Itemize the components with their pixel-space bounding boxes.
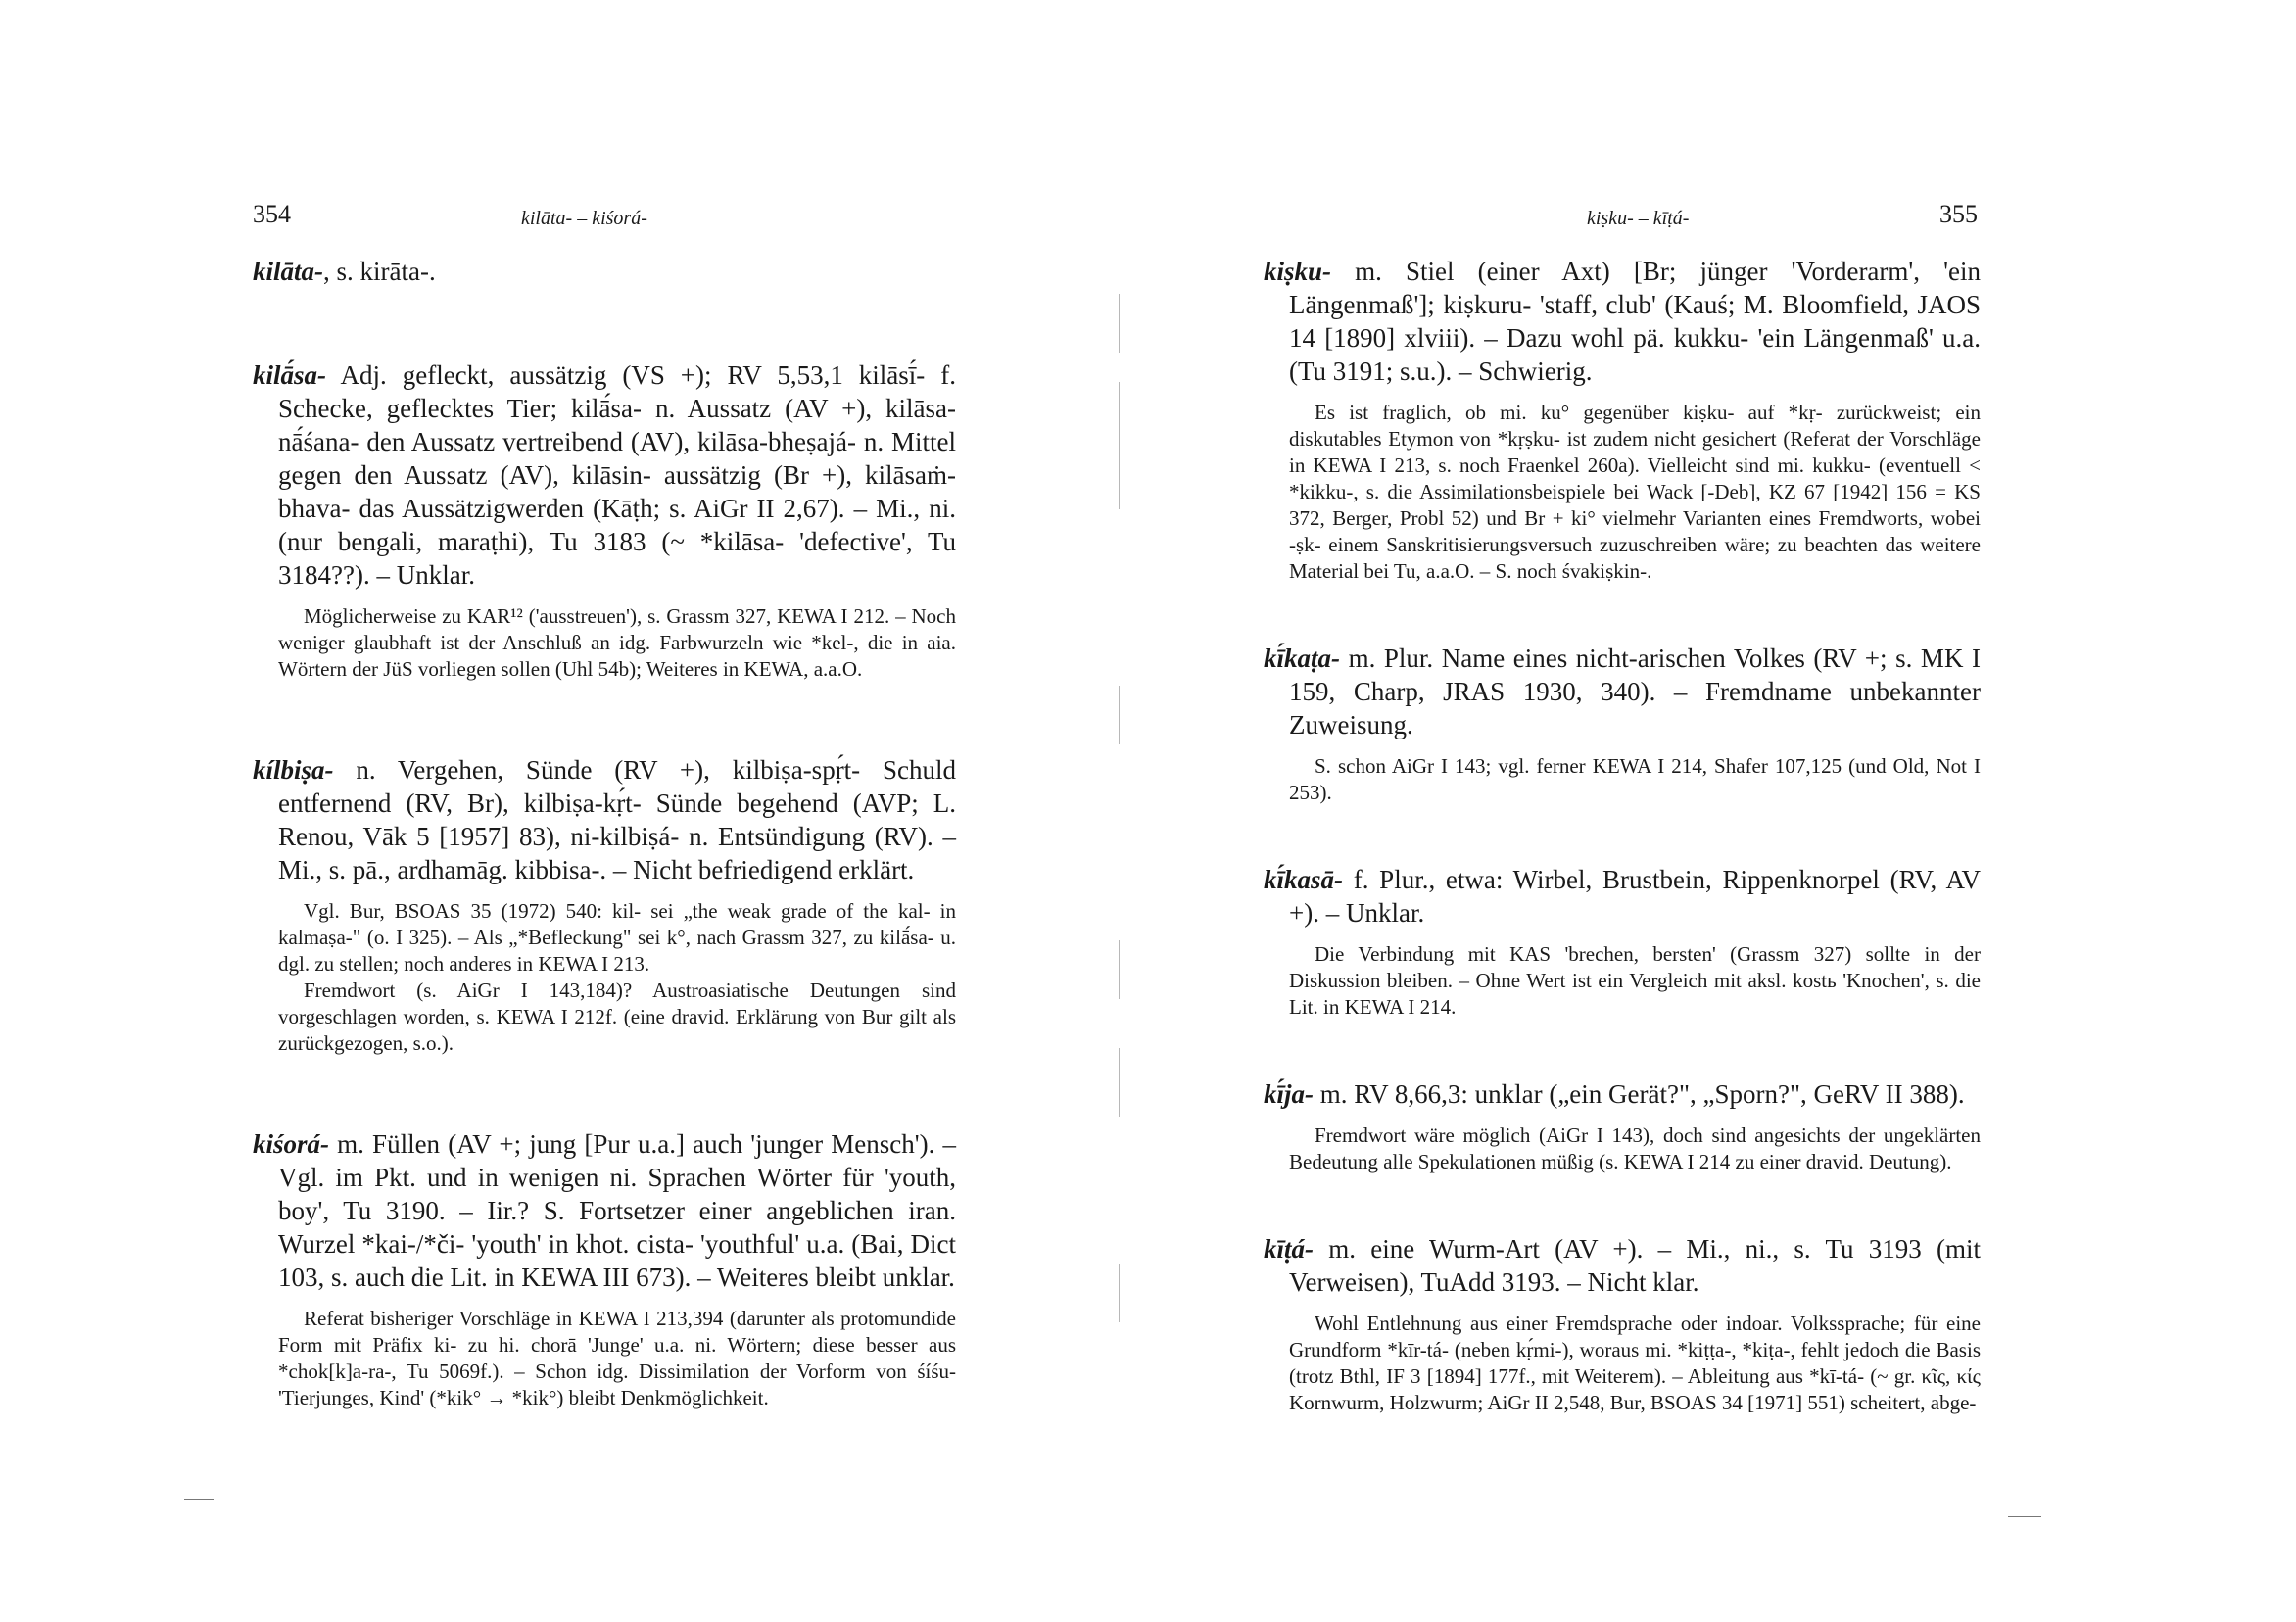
gutter-line bbox=[1119, 1048, 1120, 1117]
entry-text: m. Plur. Name eines nicht-arischen Volkes (RV +; s. MK I 159, Charp, JRAS 1930, 340). – Fremdname unbekannter Zuweisung. bbox=[1289, 644, 1981, 739]
corner-mark bbox=[184, 1499, 214, 1500]
entry-note: Wohl Entlehnung aus einer Fremdsprache oder indoar. Volkssprache; für eine Grundform *kīr-tá- (neben kṛ́mi-), woraus mi. *kiṭṭa-, *kiṭa-, fehlt jedoch die Basis (trotz Bthl, IF 3 [1894] 177f., mit Weiterem). – Ableitung aus *kī-tá- (~ gr. κῖς, κίς Kornwurm, Holzwurm; AiGr II 2,548, Bur, BSOAS 34 [1971] 551) scheitert, abge- bbox=[1289, 1312, 1981, 1414]
entry-headword: kiṣku- bbox=[1264, 257, 1332, 286]
page-number: 354 bbox=[253, 200, 291, 228]
dictionary-entry bbox=[1264, 1077, 1981, 1175]
entry-text: m. Füllen (AV +; jung [Pur u.a.] auch 'junger Mensch'). – Vgl. im Pkt. und in wenigen ni. Sprachen Wörter für 'youth, boy', Tu 3190. – Iir.? S. Fortsetzer einer angeblichen iran. Wurzel *kai-/*či- 'youth' in khot. cista- 'youthful' u.a. (Bai, Dict 103, s. auch die Lit. in KEWA III 673). – Weiteres bleibt unklar. bbox=[278, 1129, 956, 1292]
entry-headword: kī́kaṭa- bbox=[1264, 644, 1340, 673]
running-head: kiṣku- – kīṭá- bbox=[1587, 208, 1690, 229]
gutter-line bbox=[1119, 686, 1120, 744]
entry-headword: kīṭá- bbox=[1264, 1234, 1314, 1264]
left-page bbox=[0, 0, 1126, 1622]
entry-text: f. Plur., etwa: Wirbel, Brustbein, Rippenknorpel (RV, AV +). – Unklar. bbox=[1289, 865, 1981, 928]
entry-note: Möglicherweise zu KAR¹² ('ausstreuen'), s. Grassm 327, KEWA I 212. – Noch weniger glaubhaft ist der Anschluß an idg. Farbwurzeln wie *kel-, die in aia. Wörtern der JüS vorliegen sollen (Uhl 54b); Weiteres in KEWA, a.a.O. bbox=[278, 604, 956, 681]
dictionary-entry bbox=[253, 753, 956, 1057]
page-number: 355 bbox=[1939, 200, 1978, 228]
gutter-line bbox=[1119, 294, 1120, 353]
dictionary-entry bbox=[1264, 1232, 1981, 1416]
entry-headword: kílbiṣa- bbox=[253, 755, 334, 785]
dictionary-entry bbox=[1264, 863, 1981, 1021]
entry-text: m. Stiel (einer Axt) [Br; jünger 'Vorderarm', 'ein Längenmaß']; kiṣkuru- 'staff, club' (Kauś; M. Bloomfield, JAOS 14 [1890] xlviii). – Dazu wohl pä. kukku- 'ein Längenmaß' u.a. (Tu 3191; s.u.). – Schwierig. bbox=[1289, 257, 1981, 386]
right-page bbox=[1126, 0, 2296, 1622]
entry-headword: kī́kasā- bbox=[1264, 865, 1343, 894]
entry-text: , s. kirāta-. bbox=[323, 257, 436, 286]
entry-text: Adj. gefleckt, aussätzig (VS +); RV 5,53,1 kilāsī́- f. Schecke, geflecktes Tier; kilā́sa- n. Aussatz (AV +), kilāsa-nā́śana- den Aussatz vertreibend (AV), kilāsa-bheṣajá- n. Mittel gegen den Aussatz (AV), kilāsin- aussätzig (Br +), kilāsaṁ-bhava- das Aussätzigwerden (Kāṭh; s. AiGr II 2,67). – Mi., ni. (nur bengali, maraṭhi), Tu 3183 (~ *kilāsa- 'defective', Tu 3184??). – Unklar. bbox=[278, 360, 956, 590]
entry-note: Fremdwort wäre möglich (AiGr I 143), doch sind angesichts der ungeklärten Bedeutung alle Spekulationen müßig (s. KEWA I 214 zu einer dravid. Deutung). bbox=[1289, 1123, 1981, 1173]
entry-note: Vgl. Bur, BSOAS 35 (1972) 540: kil- sei „the weak grade of the kal- in kalmaṣa-" (o. I 325). – Als „*Befleckung" sei k°, nach Grassm 327, zu kilā́sa- u. dgl. zu stellen; noch anderes in KEWA I 213. Fremdwort (s. AiGr I 143,184)? Austroasiatische Deutungen sind vorgeschlagen worden, s. KEWA I 212f. (eine dravid. Erklärung von Bur gilt als zurückgezogen, s.o.). bbox=[278, 899, 956, 1055]
entry-note: Es ist fraglich, ob mi. ku° gegenüber kiṣku- auf *kṛ- zurückweist; ein diskutables Etymon von *kṛṣku- ist zudem nicht gesichert (Referat der Vorschläge in KEWA I 213, s. noch Fraenkel 260a). Vielleicht sind mi. kukku- (eventuell < *kikku-, s. die Assimilationsbeispiele bei Wack [-Deb], KZ 67 [1942] 156 = KS 372, Berger, Probl 52) und Br + ki° vielmehr Varianten eines Fremdworts, wobei -ṣk- einem Sanskritisierungsversuch zuzuschreiben wäre; zu beachten das weitere Material bei Tu, a.a.O. – S. noch śvakiṣkin-. bbox=[1289, 401, 1981, 583]
entry-text: n. Vergehen, Sünde (RV +), kilbiṣa-spṛ́t- Schuld entfernend (RV, Br), kilbiṣa-kṛ́t- Sünde begehend (AVP; L. Renou, Vāk 5 [1957] 83), ni-kilbiṣá- n. Entsündigung (RV). – Mi., s. pā., ardhamāg. kibbisa-. – Nicht befriedigend erklärt. bbox=[278, 755, 956, 884]
entry-headword: kilāta- bbox=[253, 257, 323, 286]
dictionary-entry bbox=[253, 255, 956, 288]
entry-headword: kī́ja- bbox=[1264, 1079, 1314, 1109]
gutter-line bbox=[1119, 1264, 1120, 1322]
left-column bbox=[253, 255, 956, 1411]
entry-note: Die Verbindung mit KAS 'brechen, bersten' (Grassm 327) sollte in der Diskussion bleiben. – Ohne Wert ist ein Vergleich mit aksl. kostь 'Knochen', s. die Lit. in KEWA I 214. bbox=[1289, 942, 1981, 1019]
entry-text: m. RV 8,66,3: unklar („ein Gerät?", „Sporn?", GeRV II 388). bbox=[1314, 1079, 1965, 1109]
entry-text: m. eine Wurm-Art (AV +). – Mi., ni., s. Tu 3193 (mit Verweisen), TuAdd 3193. – Nicht klar. bbox=[1289, 1234, 1981, 1297]
dictionary-entry bbox=[1264, 255, 1981, 585]
entry-note: Referat bisheriger Vorschläge in KEWA I 213,394 (darunter als protomundide Form mit Präfix ki- zu hi. chorā 'Junge' u.a. ni. Wörtern; diese besser aus *chok[k]a-ra-, Tu 5069f.). – Schon idg. Dissimilation der Vorform von śíśu- 'Tierjunges, Kind' (*kik° → *kik°) bleibt Denkmöglichkeit. bbox=[278, 1307, 956, 1409]
corner-mark bbox=[2008, 1516, 2041, 1517]
dictionary-entry bbox=[253, 1127, 956, 1411]
entry-note: S. schon AiGr I 143; vgl. ferner KEWA I 214, Shafer 107,125 (und Old, Not I 253). bbox=[1289, 754, 1981, 804]
dictionary-entry bbox=[253, 358, 956, 683]
right-column bbox=[1264, 255, 1981, 1416]
gutter-line bbox=[1119, 382, 1120, 509]
dictionary-entry bbox=[1264, 642, 1981, 806]
gutter-line bbox=[1119, 940, 1120, 999]
entry-headword: kilā́sa- bbox=[253, 360, 327, 390]
running-head: kilāta- – kiśorá- bbox=[521, 208, 647, 229]
entry-headword: kiśorá- bbox=[253, 1129, 330, 1159]
